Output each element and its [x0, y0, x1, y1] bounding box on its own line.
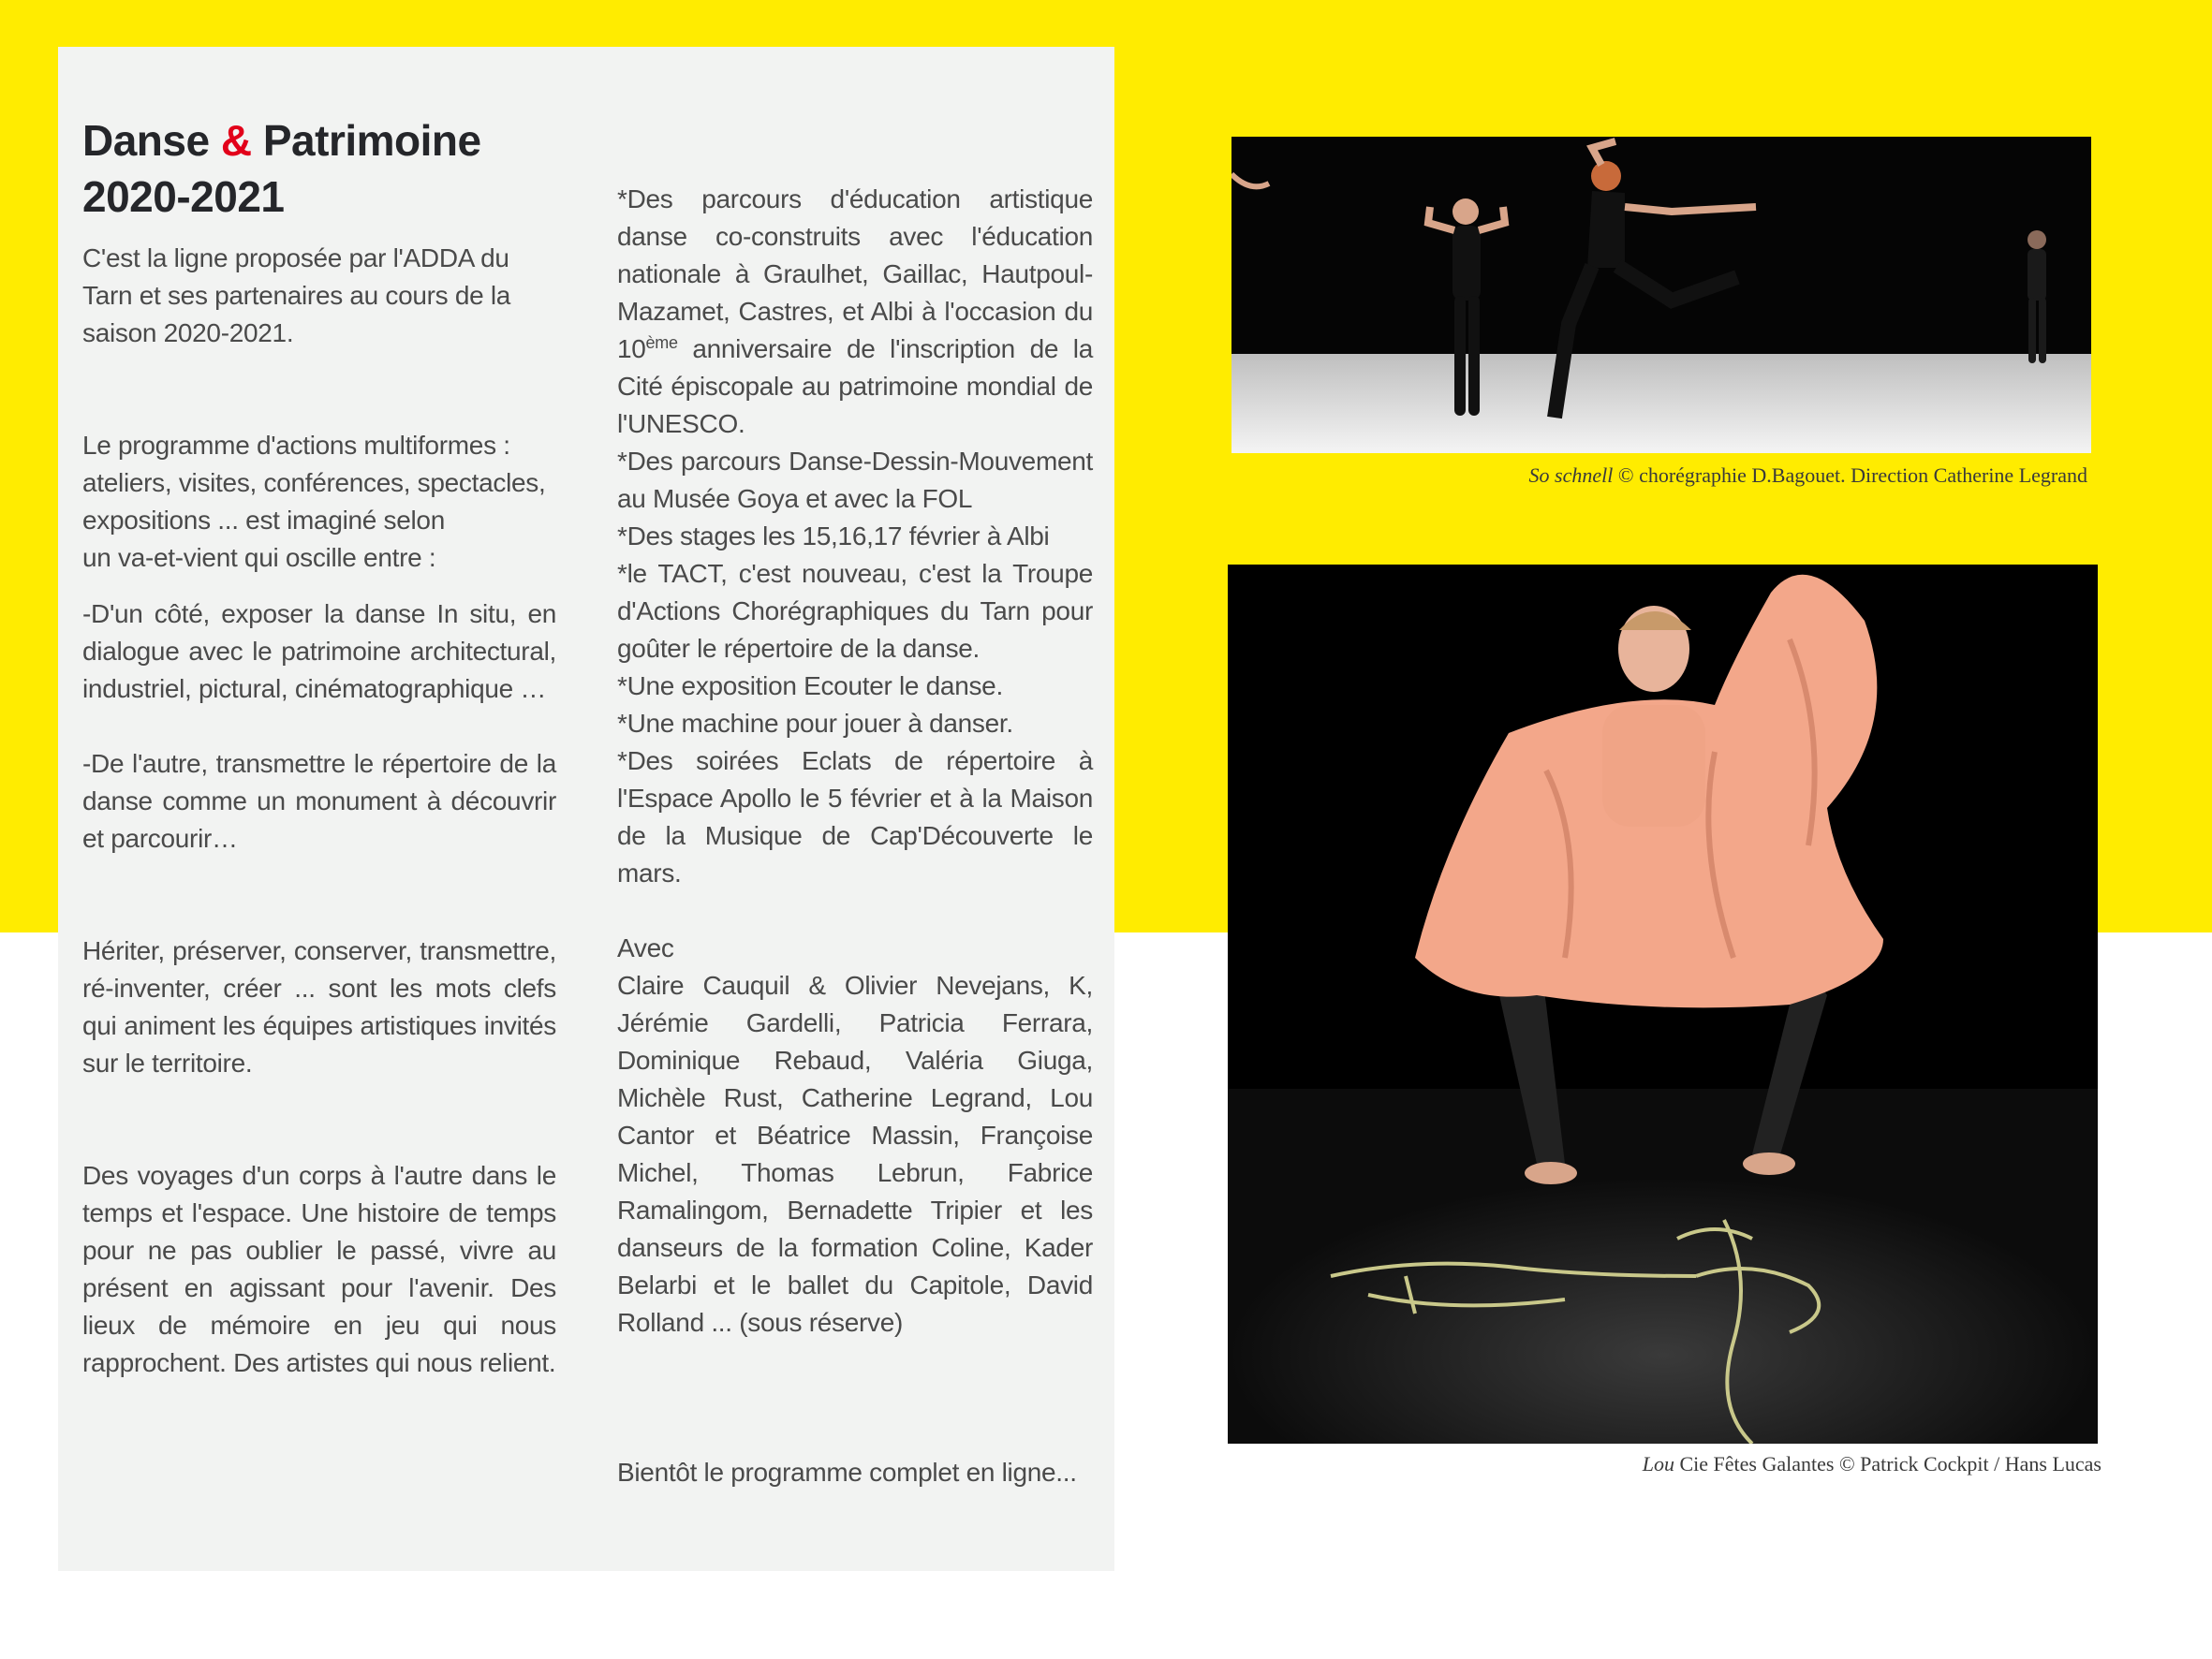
machine-paragraph: *Une machine pour jouer à danser. — [617, 709, 1013, 738]
stage-floor — [1228, 1089, 2098, 1444]
bientot-line: Bientôt le programme complet en ligne... — [617, 1458, 1077, 1487]
avec-label: Avec — [617, 933, 674, 962]
dessin-paragraph: *Des parcours Danse-Dessin-Mouvement au Musée Goya et avec la FOL — [617, 447, 1093, 513]
programme-paragraph: Le programme d'actions multiformes : ateliers, visites, conférences, spectacles, expositions ... est imaginé selon un va-et-vient qui oscille entre : — [82, 431, 546, 572]
title-ampersand: & — [220, 116, 252, 165]
intro-paragraph: C'est la ligne proposée par l'ADDA du Tarn et ses partenaires au cours de la saison 2020-2021. — [82, 243, 511, 347]
dancer-in-dress-illustration — [1228, 565, 2098, 1444]
photo-so-schnell-caption: So schnell © chorégraphie D.Bagouet. Direction Catherine Legrand — [1528, 463, 2087, 487]
voyages-paragraph: Des voyages d'un corps à l'autre dans le temps et l'espace. Une histoire de temps pour ne pas oublier le passé, vivre au présent en agissant pour l'avenir. Des lieux de mémoire en jeu qui nous rapprochent. Des artistes qui nous relient. — [82, 1161, 556, 1377]
left-text-column — [82, 112, 556, 1382]
avec-artists-list: Claire Cauquil & Olivier Nevejans, K, Jérémie Gardelli, Patricia Ferrara, Dominique Rebaud, Valéria Giuga, Michèle Rust, Catherine Legrand, Lou Cantor et Béatrice Massin, Françoise Michel, Thomas Lebrun, Fabrice Ramalingom, Bernadette Tripier et les danseurs de la formation Coline, Kader Belarbi et le ballet du Capitole, David Rolland ... (sous réserve) — [617, 971, 1093, 1337]
photo-lou — [1228, 565, 2098, 1444]
photo-so-schnell — [1231, 137, 2091, 453]
photo-lou-caption: Lou Cie Fêtes Galantes © Patrick Cockpit / Hans Lucas — [1642, 1452, 2101, 1475]
side-two-paragraph: -De l'autre, transmettre le répertoire de la danse comme un monument à découvrir et parcourir… — [82, 749, 556, 853]
parcours-paragraph: *Des parcours d'éducation artistique danse co-construits avec l'éducation nationale à Graulhet, Gaillac, Hautpoul-Mazamet, Castres, et Albi à l'occasion du 10ème anniversaire de l'inscription de la Cité épiscopale au patrimoine mondial de l'UNESCO. — [617, 184, 1093, 438]
soirees-paragraph: *Des soirées Eclats de répertoire à l'Espace Apollo le 5 février et à la Maison de la Musique de Cap'Découverte le mars. — [617, 746, 1093, 888]
title-years: 2020-2021 — [82, 172, 285, 221]
heriter-paragraph: Hériter, préserver, conserver, transmettre, ré-inventer, créer ... sont les mots clefs qui animent les équipes artistiques invités sur le territoire. — [82, 936, 556, 1078]
tact-paragraph: *le TACT, c'est nouveau, c'est la Troupe d'Actions Chorégraphiques du Tarn pour goûter le répertoire de la danse. — [617, 559, 1093, 663]
stage-floor — [1231, 354, 2091, 453]
stages-paragraph: *Des stages les 15,16,17 février à Albi — [617, 521, 1050, 551]
dancer-torso — [1602, 705, 1705, 827]
right-text-column — [617, 181, 1093, 1491]
title-patrimoine: Patrimoine — [251, 116, 481, 165]
dancers-illustration — [1231, 137, 2091, 453]
side-one-paragraph: -D'un côté, exposer la danse In situ, en dialogue avec le patrimoine architectural, industriel, pictural, cinématographique … — [82, 599, 556, 703]
page-title — [82, 112, 556, 225]
exposition-paragraph: *Une exposition Ecouter le danse. — [617, 671, 1003, 700]
title-danse: Danse — [82, 116, 221, 165]
